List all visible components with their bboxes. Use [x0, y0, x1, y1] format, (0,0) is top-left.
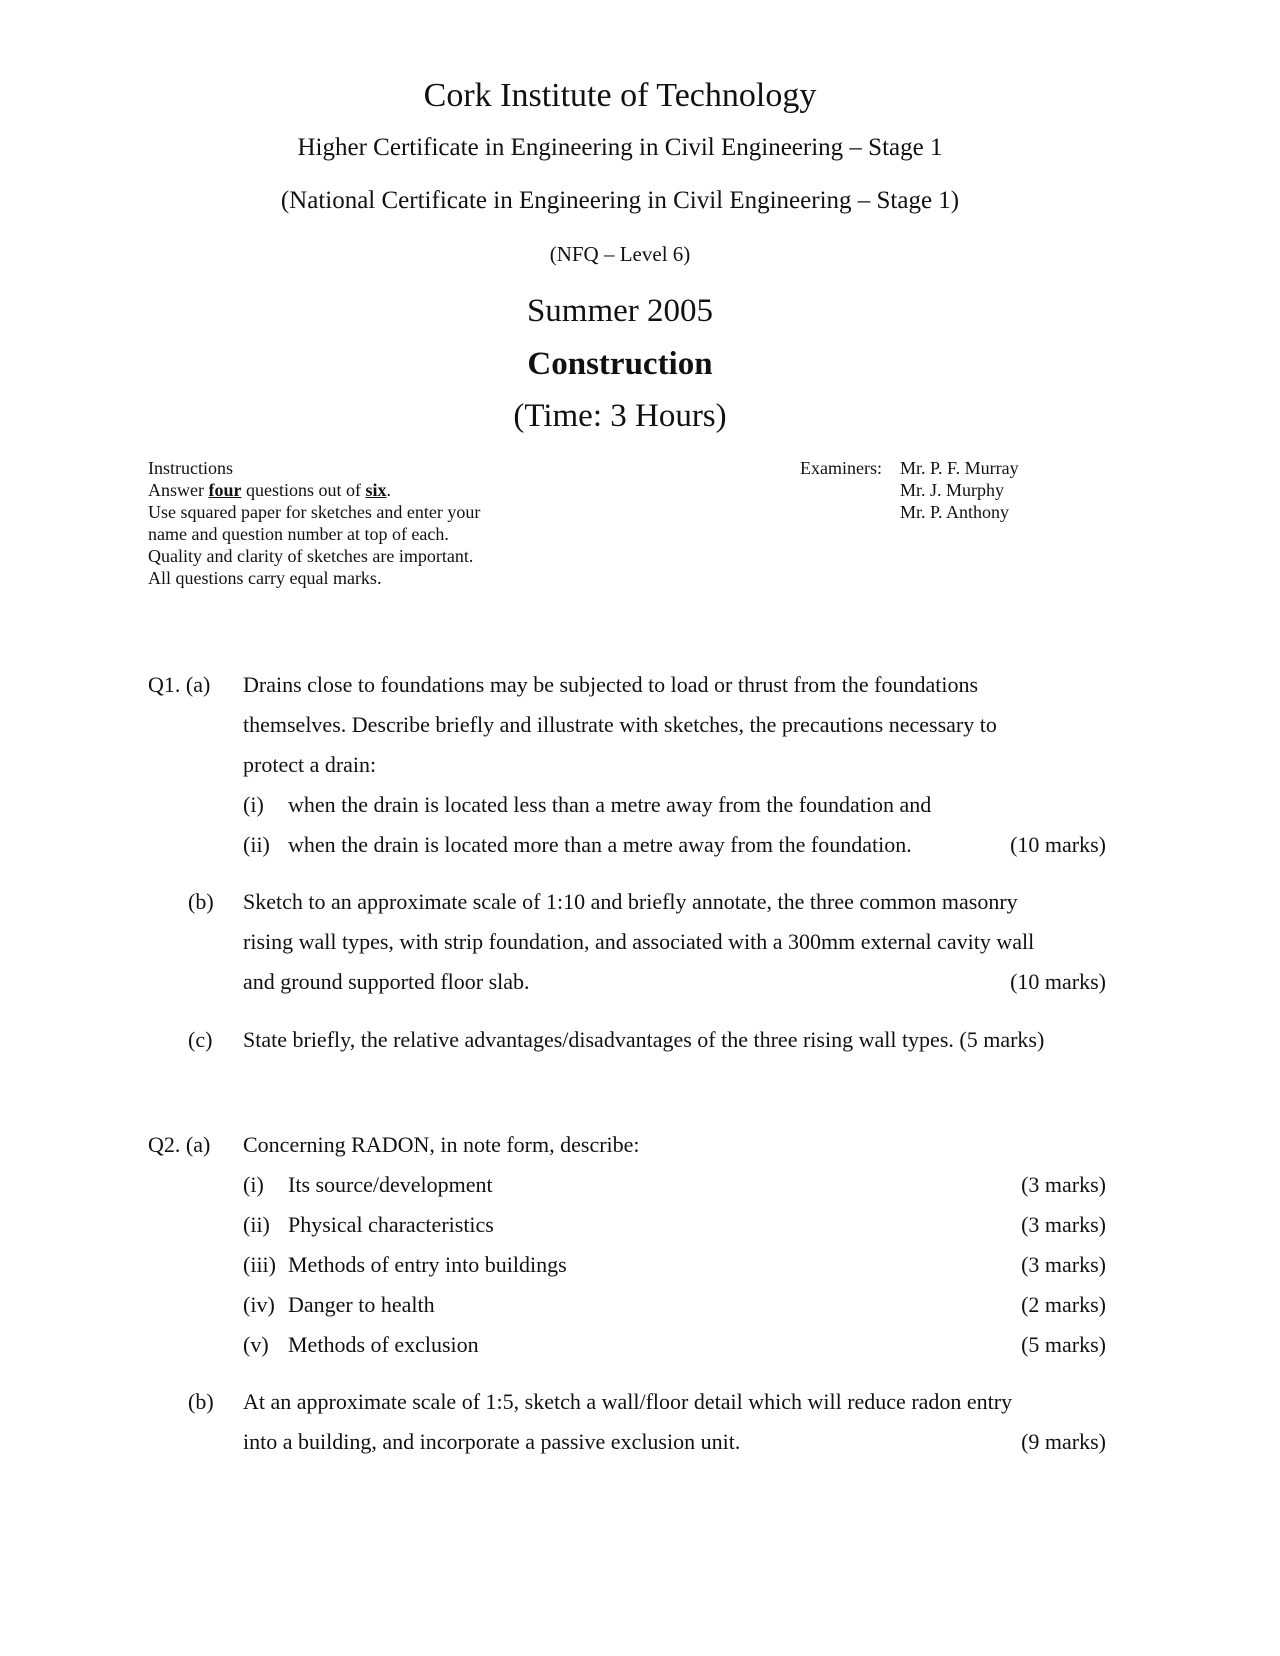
marks-label: (3 marks) [1021, 1212, 1106, 1237]
subitem-text: Danger to health [288, 1292, 435, 1317]
answer-total: six [365, 480, 387, 500]
question-label: Q1. (a) [148, 672, 211, 697]
instructions-line-2: Use squared paper for sketches and enter your [148, 502, 481, 522]
marks-label: (10 marks) [1010, 969, 1106, 994]
question-text-line: Concerning RADON, in note form, describe: [243, 1132, 640, 1157]
subitem-number: (i) [243, 1172, 264, 1197]
marks-label: (10 marks) [1010, 832, 1106, 857]
subitem-number: (i) [243, 792, 264, 817]
part-label: (b) [188, 1389, 214, 1414]
marks-label: (9 marks) [1021, 1429, 1106, 1454]
examiner-name: Mr. P. F. Murray [900, 458, 1019, 478]
question-text-line: rising wall types, with strip foundation, and associated with a 300mm external cavity wall [243, 929, 1035, 954]
subitem-number: (iv) [243, 1292, 275, 1317]
question-text-line: Sketch to an approximate scale of 1:10 and briefly annotate, the three common masonry [243, 889, 1018, 914]
examiners-label: Examiners: [800, 458, 882, 478]
course-title: Higher Certificate in Engineering in Civil Engineering – Stage 1 [297, 134, 943, 161]
question-text-line: protect a drain: [243, 752, 377, 777]
question-text-line: State briefly, the relative advantages/disadvantages of the three rising wall types. (5 marks) [243, 1027, 1045, 1052]
answer-post: . [386, 480, 392, 500]
question-text-line: Drains close to foundations may be subjected to load or thrust from the foundations [243, 672, 979, 697]
answer-mid: questions out of [241, 480, 366, 500]
nfq-level: (NFQ – Level 6) [549, 242, 691, 266]
subitem-text: Methods of entry into buildings [288, 1252, 567, 1277]
subitem-text: when the drain is located more than a metre away from the foundation. [288, 832, 912, 857]
marks-label: (3 marks) [1021, 1252, 1106, 1277]
examiner-name: Mr. J. Murphy [900, 480, 1005, 500]
subitem-number: (ii) [243, 1212, 270, 1237]
subitem-text: Methods of exclusion [288, 1332, 479, 1357]
subitem-number: (ii) [243, 832, 270, 857]
marks-label: (3 marks) [1021, 1172, 1106, 1197]
course-alt-title: (National Certificate in Engineering in Civil Engineering – Stage 1) [280, 187, 960, 214]
subitem-number: (v) [243, 1332, 269, 1357]
instructions-line-4: Quality and clarity of sketches are important. [148, 546, 474, 566]
subject-title: Construction [527, 346, 713, 382]
instructions-line-5: All questions carry equal marks. [148, 568, 382, 588]
part-label: (c) [188, 1027, 213, 1052]
question-text-line: themselves. Describe briefly and illustrate with sketches, the precautions necessary to [243, 712, 997, 737]
subitem-number: (iii) [243, 1252, 276, 1277]
question-text-line: At an approximate scale of 1:5, sketch a wall/floor detail which will reduce radon entry [243, 1389, 1013, 1414]
instructions-answer-line [148, 479, 391, 501]
institution-title: Cork Institute of Technology [423, 77, 817, 114]
part-label: (b) [188, 889, 214, 914]
answer-count: four [208, 480, 242, 500]
exam-duration: (Time: 3 Hours) [513, 398, 727, 434]
exam-session: Summer 2005 [526, 293, 714, 329]
question-text-line: and ground supported floor slab. [243, 969, 530, 994]
question-label: Q2. (a) [148, 1132, 211, 1157]
marks-label: (2 marks) [1021, 1292, 1106, 1317]
answer-pre: Answer [148, 480, 209, 500]
marks-label: (5 marks) [1021, 1332, 1106, 1357]
instructions-line-3: name and question number at top of each. [148, 524, 449, 544]
instructions-heading: Instructions [148, 458, 233, 478]
subitem-text: Physical characteristics [288, 1212, 494, 1237]
question-text-line: into a building, and incorporate a passive exclusion unit. [243, 1429, 741, 1454]
examiner-name: Mr. P. Anthony [900, 502, 1010, 522]
subitem-text: Its source/development [288, 1172, 493, 1197]
subitem-text: when the drain is located less than a metre away from the foundation and [288, 792, 932, 817]
